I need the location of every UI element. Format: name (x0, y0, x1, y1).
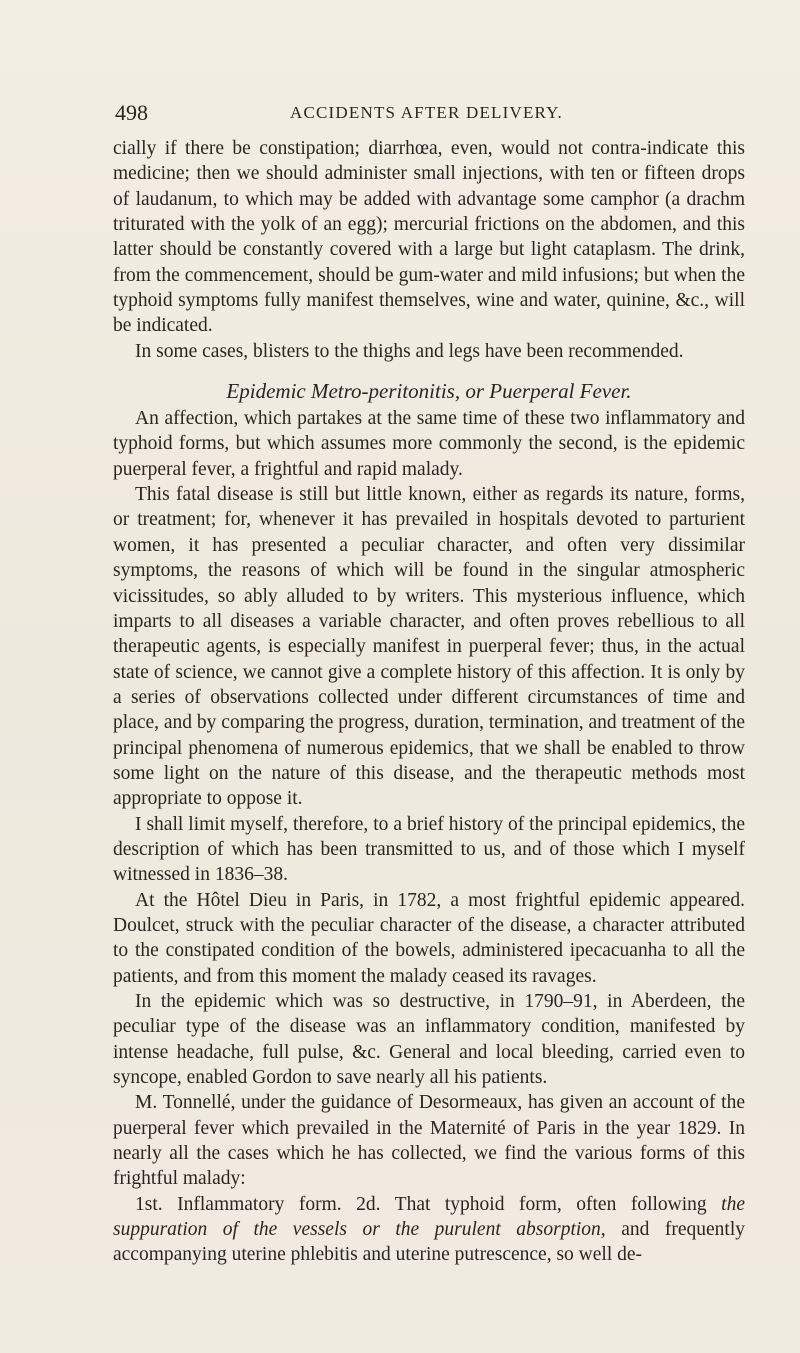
paragraph-forms (113, 1192, 745, 1268)
paragraph-continuation: cially if there be constipation; diarrhœa, even, would not contra-indicate this medicine; then we should administer small injections, with ten or fifteen drops of laudanum, to which may be added with advantage some camphor (a drachm triturated with the yolk of an egg); mercurial frictions on the abdomen, and this latter should be constantly covered with a large but light cataplasm. The drink, from the commencement, should be gum-water and mild infusions; but when the typhoid symptoms fully manifest themselves, wine and water, quinine, &c., will be indicated. (113, 138, 745, 337)
forms-text-end: and frequently accompanying uterine phlebitis and uterine putrescence, so well de- (113, 1219, 745, 1266)
page-number: 498 (115, 100, 148, 125)
paragraph-limit: I shall limit myself, therefore, to a brief history of the principal epidemics, the description of which has been transmitted to us, and of those which I myself witnessed in 1836–38. (113, 813, 745, 886)
paragraph-tonnelle: M. Tonnellé, under the guidance of Desormeaux, has given an account of the puerperal fever which prevailed in the Maternité of Paris in the year 1829. In nearly all the cases which he has collected, we find the various forms of this frightful malady: (113, 1092, 745, 1190)
running-header (115, 100, 735, 124)
paragraph-blisters: In some cases, blisters to the thighs and legs have been recommended. (135, 340, 684, 362)
running-title: ACCIDENTS AFTER DELIVERY. (290, 103, 563, 122)
forms-text-italic: the suppuration of the vessels or the purulent absorption, (113, 1193, 745, 1241)
section-heading: Epidemic Metro-peritonitis, or Puerperal Fever. (226, 379, 632, 404)
body-text (113, 136, 745, 1268)
paragraph-hotel-dieu: At the Hôtel Dieu in Paris, in 1782, a most frightful epidemic appeared. Doulcet, struck with the peculiar character of the disease, a character attributed to the constipated condition of the bowels, administered ipecacuanha to all the patients, and from this moment the malady ceased its ravages. (113, 889, 745, 987)
paragraph-affection: An affection, which partakes at the same time of these two inflammatory and typhoid forms, but which assumes more commonly the second, is the epidemic puerperal fever, a frightful and rapid malady. (113, 408, 745, 480)
forms-text-start: 1st. Inflammatory form. 2d. That typhoid form, often following (135, 1193, 722, 1215)
paragraph-fatal-disease: This fatal disease is still but little known, either as regards its nature, forms, or treatment; for, whenever it has prevailed in hospitals devoted to parturient women, it has presented a peculiar character, and often very dissimilar symptoms, the reasons of which will be found in the singular atmospheric vicissitudes, so ably alluded to by writers. This mysterious influence, which imparts to all diseases a variable character, and often proves rebellious to all therapeutic agents, is especially manifest in puerperal fever; thus, in the actual state of science, we cannot give a complete history of this affection. It is only by a series of observations collected under different circumstances of time and place, and by comparing the progress, duration, termination, and treatment of the principal phenomena of numerous epidemics, that we shall be enabled to throw some light on the nature of this disease, and the therapeutic methods most appropriate to oppose it. (113, 484, 745, 810)
paragraph-aberdeen: In the epidemic which was so destructive, in 1790–91, in Aberdeen, the peculiar type of the disease was an inflammatory condition, manifested by intense headache, full pulse, &c. General and local bleeding, carried even to syncope, enabled Gordon to save nearly all his patients. (113, 991, 745, 1089)
